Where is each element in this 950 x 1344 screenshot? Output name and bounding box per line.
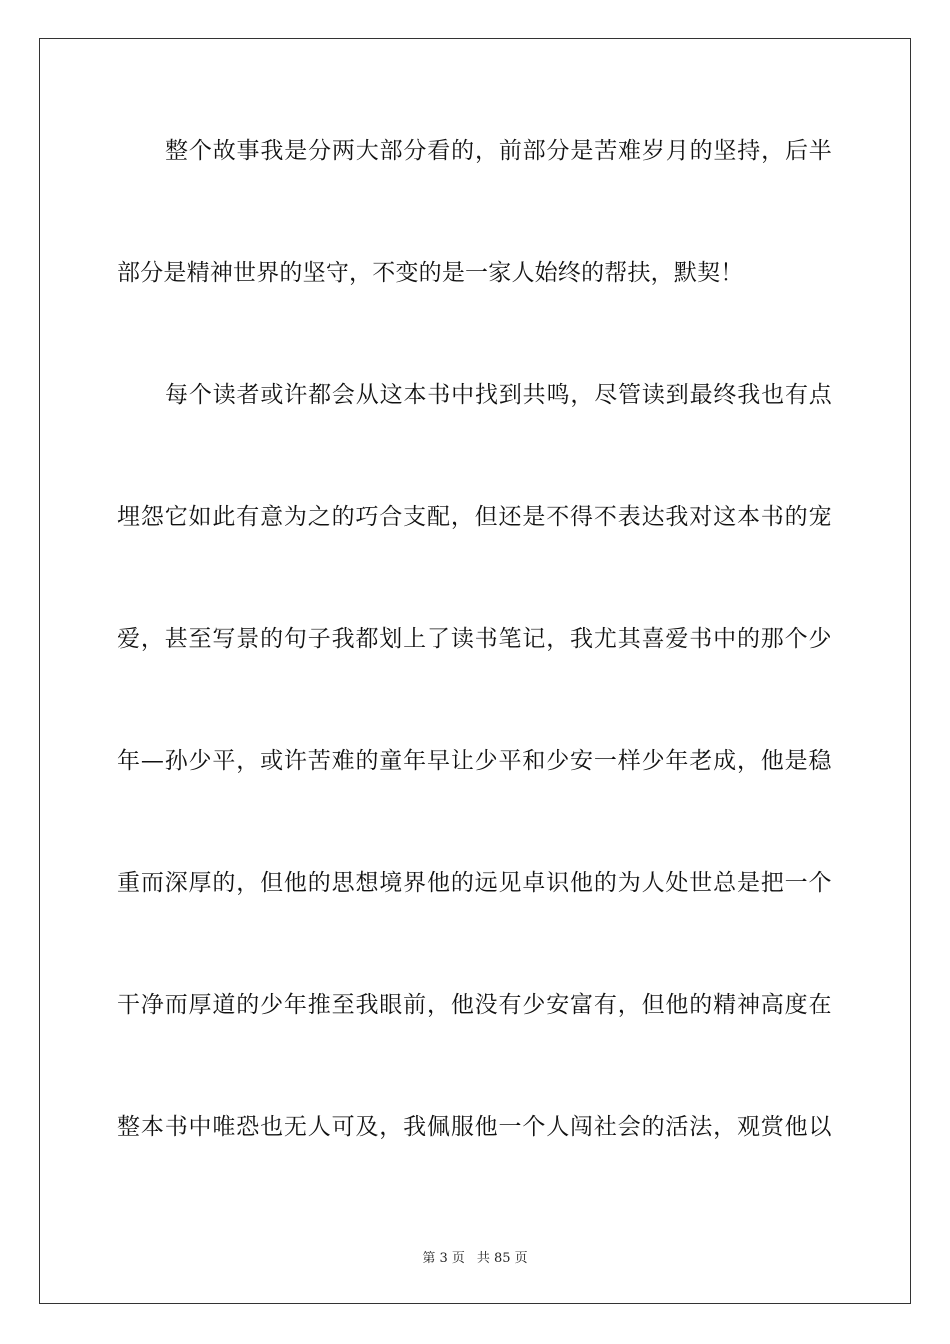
text-line-8: 干 净 而 厚 道 的 少 年 推 至 我 眼 前 ， 他 没 有 少 安 富 有 ， 但 他 的 精 神 高 度 在 [117,992,832,1018]
page-footer [0,1247,950,1266]
text-line-3: 每 个 读 者 或 许 都 会 从 这 本 书 中 找 到 共 鸣 ， 尽 管 读 到 最 终 我 也 有 点 [165,382,832,408]
document-body [117,125,832,1223]
text-line-9: 整 本 书 中 唯 恐 也 无 人 可 及 ， 我 佩 服 他 一 个 人 闯 社 会 的 活 法 ， 观 赏 他 以 [117,1114,832,1140]
text-line-5: 爱 ， 甚 至 写 景 的 句 子 我 都 划 上 了 读 书 笔 记 ， 我 尤 其 喜 爱 书 中 的 那 个 少 [117,626,832,652]
text-line-4: 埋 怨 它 如 此 有 意 为 之 的 巧 合 支 配 ， 但 还 是 不 得 不 表 达 我 对 这 本 书 的 宠 [117,504,832,530]
page-number: 第 3 页 [422,1251,465,1266]
text-line-1: 整 个 故 事 我 是 分 两 大 部 分 看 的 ， 前 部 分 是 苦 难 岁 月 的 坚 持 ， 后 半 [165,138,832,164]
text-line-7: 重 而 深 厚 的 ， 但 他 的 思 想 境 界 他 的 远 见 卓 识 他 的 为 人 处 世 总 是 把 一 个 [117,870,832,896]
text-line-6: 年 — 孙 少 平 ， 或 许 苦 难 的 童 年 早 让 少 平 和 少 安 一 样 少 年 老 成 ， 他 是 稳 [117,748,832,774]
page-total: 共 85 页 [476,1251,528,1266]
text-line-2: 部 分 是 精 神 世 界 的 坚 守 ， 不 变 的 是 一 家 人 始 终 的 帮 扶 ， 默 契 ！ [117,260,744,286]
